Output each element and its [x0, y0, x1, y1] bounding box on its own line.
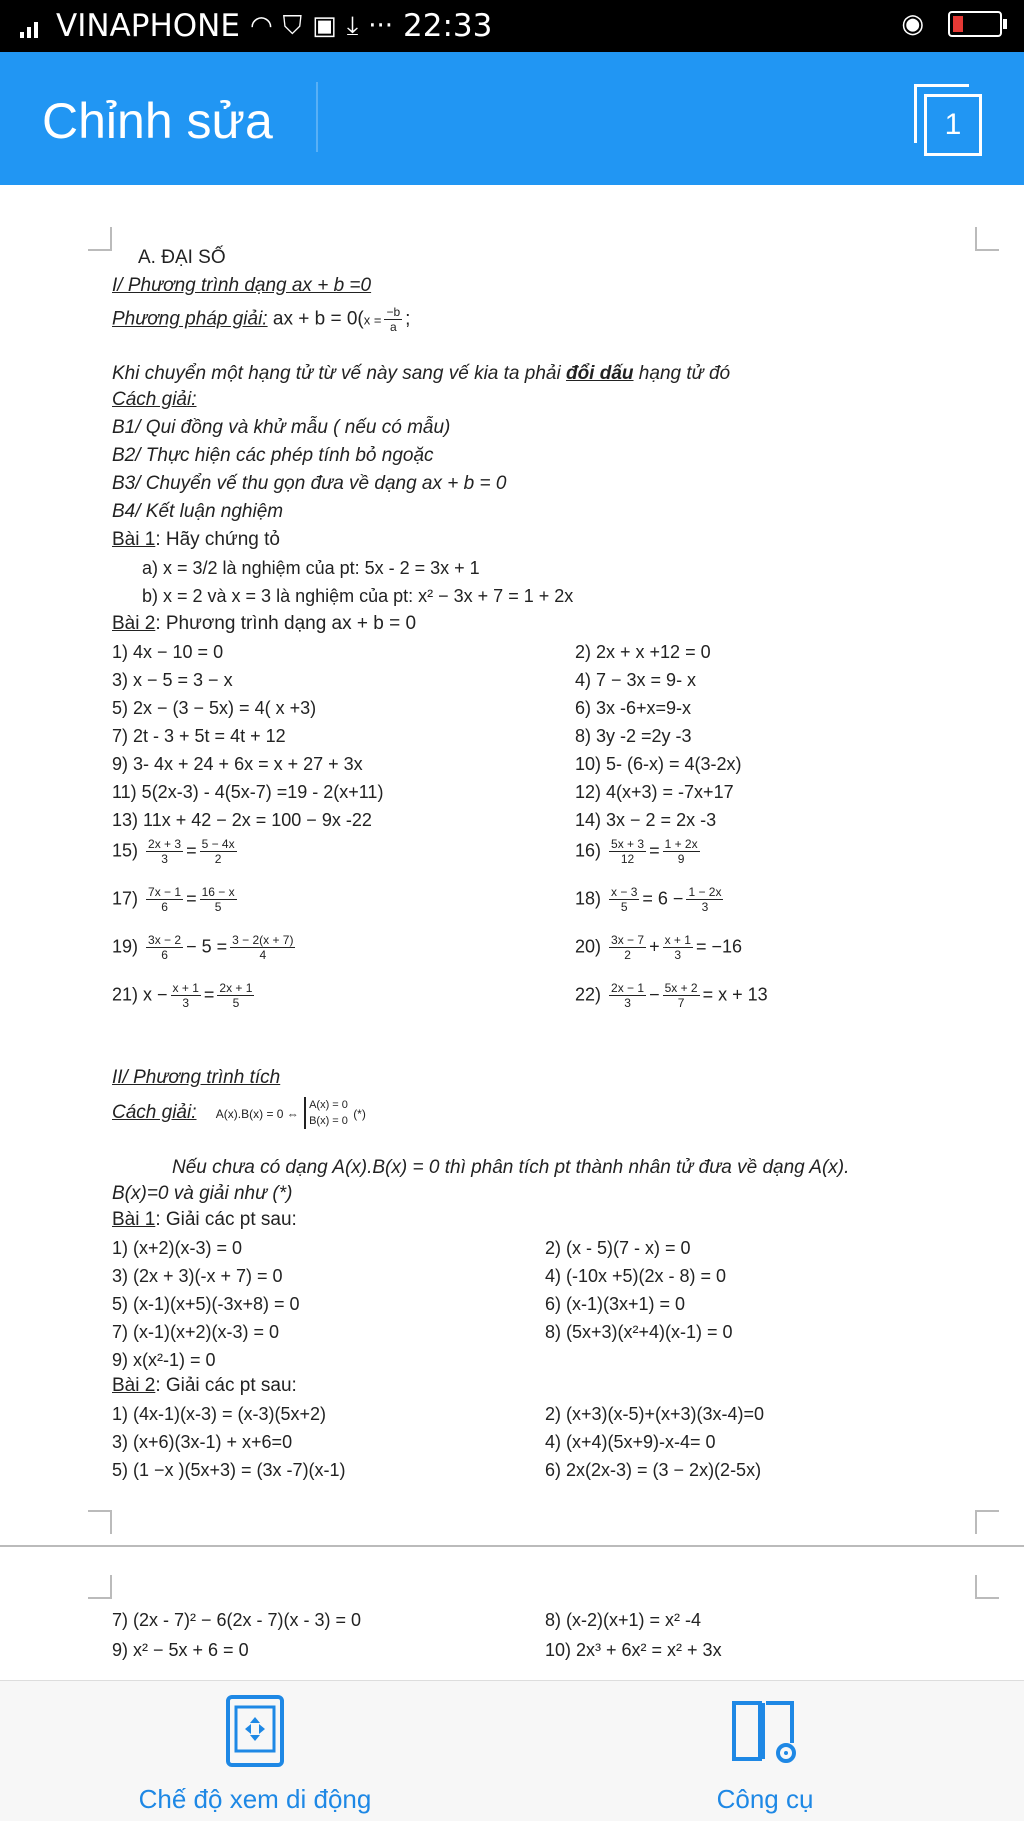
method-line: Phương pháp giải: ax + b = 0(x = $\frac{-b}{a}$ ;: [112, 305, 411, 334]
shield-icon: ⛉: [282, 10, 303, 41]
tools-book-icon: [728, 1695, 802, 1767]
exercise-item: 1) (4x-1)(x-3) = (x-3)(5x+2): [112, 1404, 327, 1424]
exercise-heading: Bài 2: Giải các pt sau:: [112, 1375, 297, 1396]
solve-label: Cách giải:: [112, 389, 197, 410]
carrier-label: VINAPHONE: [56, 8, 240, 44]
page-count-badge: 1: [924, 94, 982, 156]
step-item: B1/ Qui đồng và khử mẫu ( nếu có mẫu): [112, 417, 451, 438]
step-item: B3/ Chuyển vế thu gọn đưa về dạng ax + b = 0: [112, 473, 507, 494]
exercise-item: 4) (-10x +5)(2x - 8) = 0: [545, 1266, 727, 1286]
exercise-item: 9) x(x²-1) = 0: [112, 1350, 216, 1370]
exercise-item: 7) (x-1)(x+2)(x-3) = 0: [112, 1322, 280, 1342]
exercise-item: 1) (x+2)(x-3) = 0: [112, 1238, 243, 1258]
product-rule: Cách giải: A(x).B(x) = 0 ⇔ A(x) = 0 B(x) = 0 (*): [112, 1099, 366, 1127]
section-title: II/ Phương trình tích: [112, 1067, 281, 1088]
exercise-item: 7) (2x - 7)² − 6(2x - 7)(x - 3) = 0: [112, 1610, 362, 1630]
note-line: Khi chuyển một hạng tử từ vế này sang vế kia ta phải đổi dấu hạng tử đó: [112, 363, 731, 384]
signal-icon: [18, 12, 46, 40]
exercise-item: 8) (x-2)(x+1) = x² -4: [545, 1610, 702, 1630]
mobile-view-button[interactable]: [120, 1695, 390, 1815]
exercise-item: 6) 2x(2x-3) = (3 − 2x)(2-5x): [545, 1460, 762, 1480]
fraction-equation: 18) $\frac{x - 3}{5}$ = 6 − $\frac{1 - 2x}{3}$: [575, 885, 722, 914]
exercise-item: 2) (x - 5)(7 - x) = 0: [545, 1238, 691, 1258]
exercise-item: 8) (5x+3)(x²+4)(x-1) = 0: [545, 1322, 733, 1342]
section-heading: A. ĐẠI SỐ: [138, 247, 226, 268]
document-view[interactable]: [0, 185, 1024, 1680]
fraction-equation: 17) $\frac{7x - 1}{6}$ = $\frac{16 - x}{5}$: [112, 885, 235, 914]
eye-icon: ◉: [901, 9, 924, 39]
fraction: $\frac{-b}{a}$: [386, 305, 401, 334]
divider: [316, 82, 318, 152]
section-title: I/ Phương trình dạng ax + b =0: [112, 275, 372, 296]
exercise-item: 5) (x-1)(x+5)(-3x+8) = 0: [112, 1294, 300, 1314]
exercise-item: b) x = 2 và x = 3 là nghiệm của pt: x² − 3x + 7 = 1 + 2x: [142, 586, 574, 606]
status-bar: [0, 0, 1024, 52]
fraction-equation: 19) $\frac{3x - 2}{6}$ − 5 = $\frac{3 - 2(x + 7)}{4}$: [112, 933, 294, 962]
exercise-item: 4) 7 − 3x = 9- x: [575, 670, 697, 690]
exercise-item: a) x = 3/2 là nghiệm của pt: 5x - 2 = 3x + 1: [142, 558, 480, 578]
exercise-item: 9) x² − 5x + 6 = 0: [112, 1640, 249, 1660]
page-corner-mark: [88, 1510, 112, 1534]
page-corner-mark: [975, 1510, 999, 1534]
exercise-item: 9) 3- 4x + 24 + 6x = x + 27 + 3x: [112, 754, 363, 774]
bottom-toolbar: [0, 1680, 1024, 1821]
exercise-heading: Bài 1: Hãy chứng tỏ: [112, 529, 280, 550]
more-icon: ···: [368, 11, 394, 41]
exercise-item: 10) 2x³ + 6x² = x² + 3x: [545, 1640, 722, 1660]
fraction-equation: 21) x − $\frac{x + 1}{3}$ = $\frac{2x + 1}{5}$: [112, 981, 253, 1010]
step-item: B2/ Thực hiện các phép tính bỏ ngoặc: [112, 445, 434, 466]
wifi-icon: ◠: [249, 11, 273, 41]
page-break: [0, 1545, 1024, 1547]
app-bar: [0, 52, 1024, 185]
mobile-view-label: Chế độ xem di động: [138, 1784, 372, 1814]
exercise-item: 1) 4x − 10 = 0: [112, 642, 224, 662]
exercise-item: 6) 3x -6+x=9-x: [575, 698, 692, 718]
page-title: Chỉnh sửa: [42, 93, 273, 149]
exercise-item: 10) 5- (6-x) = 4(3-2x): [575, 754, 742, 774]
facebook-icon: ▣: [312, 11, 337, 41]
exercise-item: 2) (x+3)(x-5)+(x+3)(3x-4)=0: [545, 1404, 765, 1424]
page-corner-mark: [88, 227, 112, 251]
page-corner-mark: [88, 1575, 112, 1599]
tools-button[interactable]: [690, 1695, 840, 1815]
exercise-item: 3) (x+6)(3x-1) + x+6=0: [112, 1432, 293, 1452]
exercise-item: 5) 2x − (3 − 5x) = 4( x +3): [112, 698, 317, 718]
exercise-item: 13) 11x + 42 − 2x = 100 − 9x -22: [112, 810, 372, 830]
page-corner-mark: [975, 1575, 999, 1599]
note-line: B(x)=0 và giải như (*): [112, 1183, 293, 1204]
mobile-view-icon: [224, 1695, 286, 1767]
exercise-item: 12) 4(x+3) = -7x+17: [575, 782, 734, 802]
tools-label: Công cụ: [716, 1784, 814, 1814]
exercise-item: 11) 5(2x-3) - 4(5x-7) =19 - 2(x+11): [112, 782, 384, 802]
pages-button[interactable]: [914, 84, 980, 152]
exercise-item: 4) (x+4)(5x+9)-x-4= 0: [545, 1432, 716, 1452]
fraction-equation: 22) $\frac{2x - 1}{3}$ − $\frac{5x + 2}{7}$ = x + 13: [575, 981, 768, 1010]
exercise-item: 5) (1 −x )(5x+3) = (3x -7)(x-1): [112, 1460, 346, 1480]
exercise-heading: Bài 1: Giải các pt sau:: [112, 1209, 297, 1230]
fraction-equation: 16) $\frac{5x + 3}{12}$ = $\frac{1 + 2x}{9}$: [575, 837, 698, 866]
exercise-item: 3) x − 5 = 3 − x: [112, 670, 233, 690]
exercise-item: 6) (x-1)(3x+1) = 0: [545, 1294, 686, 1314]
exercise-item: 2) 2x + x +12 = 0: [575, 642, 711, 662]
clock: 22:33: [403, 8, 493, 44]
battery-icon: [948, 11, 1002, 37]
fraction-equation: 15) $\frac{2x + 3}{3}$ = $\frac{5 - 4x}{2}$: [112, 837, 235, 866]
exercise-item: 3) (2x + 3)(-x + 7) = 0: [112, 1266, 283, 1286]
exercise-item: 8) 3y -2 =2y -3: [575, 726, 692, 746]
download-icon: ⤓: [346, 10, 359, 41]
step-item: B4/ Kết luận nghiệm: [112, 501, 284, 522]
exercise-heading: Bài 2: Phương trình dạng ax + b = 0: [112, 613, 417, 634]
exercise-item: 7) 2t - 3 + 5t = 4t + 12: [112, 726, 286, 746]
fraction-equation: 20) $\frac{3x - 7}{2}$ + $\frac{x + 1}{3}$ = −16: [575, 933, 742, 962]
note-line: Nếu chưa có dạng A(x).B(x) = 0 thì phân tích pt thành nhân tử đưa về dạng A(x).: [172, 1157, 850, 1178]
page-corner-mark: [975, 227, 999, 251]
exercise-item: 14) 3x − 2 = 2x -3: [575, 810, 717, 830]
